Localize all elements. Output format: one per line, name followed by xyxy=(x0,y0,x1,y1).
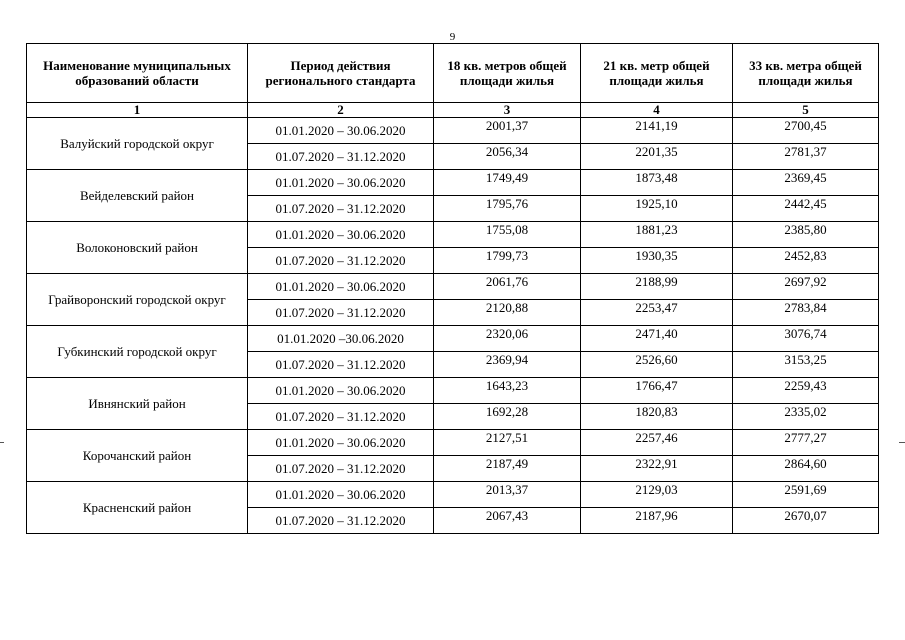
value-33m-cell: 2335,02 xyxy=(733,404,879,430)
value-21m-cell: 2322,91 xyxy=(581,456,733,482)
column-number: 2 xyxy=(248,103,434,118)
header-municipality: Наименование муниципальных образований области xyxy=(27,44,248,103)
value-18m-cell: 2061,76 xyxy=(434,274,581,300)
header-21m: 21 кв. метр общей площади жилья xyxy=(581,44,733,103)
value-18m-cell: 2013,37 xyxy=(434,482,581,508)
municipality-name: Вейделевский район xyxy=(27,170,248,222)
period-cell: 01.07.2020 – 31.12.2020 xyxy=(248,144,434,170)
table-row xyxy=(27,170,879,196)
value-18m-cell: 1643,23 xyxy=(434,378,581,404)
municipality-name: Ивнянский район xyxy=(27,378,248,430)
value-33m-cell: 2442,45 xyxy=(733,196,879,222)
period-cell: 01.01.2020 – 30.06.2020 xyxy=(248,118,434,144)
period-cell: 01.01.2020 – 30.06.2020 xyxy=(248,482,434,508)
value-33m-cell: 2700,45 xyxy=(733,118,879,144)
value-21m-cell: 2201,35 xyxy=(581,144,733,170)
column-number: 3 xyxy=(434,103,581,118)
value-21m-cell: 2471,40 xyxy=(581,326,733,352)
municipality-name: Корочанский район xyxy=(27,430,248,482)
value-21m-cell: 2188,99 xyxy=(581,274,733,300)
period-cell: 01.01.2020 –30.06.2020 xyxy=(248,326,434,352)
period-cell: 01.01.2020 – 30.06.2020 xyxy=(248,274,434,300)
period-cell: 01.01.2020 – 30.06.2020 xyxy=(248,170,434,196)
value-18m-cell: 2120,88 xyxy=(434,300,581,326)
value-18m-cell: 1795,76 xyxy=(434,196,581,222)
table-row xyxy=(27,118,879,144)
period-cell: 01.01.2020 – 30.06.2020 xyxy=(248,430,434,456)
scan-mark xyxy=(899,442,905,443)
value-21m-cell: 2141,19 xyxy=(581,118,733,144)
value-18m-cell: 2369,94 xyxy=(434,352,581,378)
value-18m-cell: 2127,51 xyxy=(434,430,581,456)
value-21m-cell: 2526,60 xyxy=(581,352,733,378)
value-18m-cell: 2056,34 xyxy=(434,144,581,170)
municipality-name: Волоконовский район xyxy=(27,222,248,274)
municipality-name: Валуйский городской округ xyxy=(27,118,248,170)
value-33m-cell: 3076,74 xyxy=(733,326,879,352)
table-row xyxy=(27,482,879,508)
value-18m-cell: 2001,37 xyxy=(434,118,581,144)
value-33m-cell: 2452,83 xyxy=(733,248,879,274)
value-18m-cell: 1749,49 xyxy=(434,170,581,196)
value-33m-cell: 2369,45 xyxy=(733,170,879,196)
table-row xyxy=(27,326,879,352)
column-number-row xyxy=(27,103,879,118)
value-18m-cell: 1755,08 xyxy=(434,222,581,248)
period-cell: 01.07.2020 – 31.12.2020 xyxy=(248,404,434,430)
value-21m-cell: 2129,03 xyxy=(581,482,733,508)
table-row xyxy=(27,222,879,248)
value-18m-cell: 1692,28 xyxy=(434,404,581,430)
value-33m-cell: 2385,80 xyxy=(733,222,879,248)
value-21m-cell: 1873,48 xyxy=(581,170,733,196)
value-18m-cell: 2320,06 xyxy=(434,326,581,352)
value-21m-cell: 2253,47 xyxy=(581,300,733,326)
period-cell: 01.07.2020 – 31.12.2020 xyxy=(248,456,434,482)
period-cell: 01.07.2020 – 31.12.2020 xyxy=(248,196,434,222)
period-cell: 01.07.2020 – 31.12.2020 xyxy=(248,508,434,534)
table-row xyxy=(27,378,879,404)
value-18m-cell: 2067,43 xyxy=(434,508,581,534)
value-33m-cell: 2783,84 xyxy=(733,300,879,326)
value-18m-cell: 2187,49 xyxy=(434,456,581,482)
value-21m-cell: 1820,83 xyxy=(581,404,733,430)
period-cell: 01.01.2020 – 30.06.2020 xyxy=(248,378,434,404)
value-21m-cell: 2257,46 xyxy=(581,430,733,456)
header-18m: 18 кв. метров общей площади жилья xyxy=(434,44,581,103)
column-number: 4 xyxy=(581,103,733,118)
header-row xyxy=(27,44,879,103)
municipality-name: Грайворонский городской округ xyxy=(27,274,248,326)
municipality-name: Губкинский городской округ xyxy=(27,326,248,378)
municipality-name: Красненский район xyxy=(27,482,248,534)
column-number: 1 xyxy=(27,103,248,118)
value-21m-cell: 1925,10 xyxy=(581,196,733,222)
value-21m-cell: 1766,47 xyxy=(581,378,733,404)
value-33m-cell: 2591,69 xyxy=(733,482,879,508)
value-21m-cell: 2187,96 xyxy=(581,508,733,534)
value-33m-cell: 3153,25 xyxy=(733,352,879,378)
scan-mark xyxy=(0,442,4,443)
value-33m-cell: 2697,92 xyxy=(733,274,879,300)
period-cell: 01.07.2020 – 31.12.2020 xyxy=(248,300,434,326)
column-number: 5 xyxy=(733,103,879,118)
page-number: 9 xyxy=(449,31,456,43)
period-cell: 01.07.2020 – 31.12.2020 xyxy=(248,248,434,274)
standards-table xyxy=(26,43,879,534)
value-21m-cell: 1930,35 xyxy=(581,248,733,274)
table-row xyxy=(27,430,879,456)
value-18m-cell: 1799,73 xyxy=(434,248,581,274)
value-21m-cell: 1881,23 xyxy=(581,222,733,248)
period-cell: 01.07.2020 – 31.12.2020 xyxy=(248,352,434,378)
header-period: Период действия регионального стандарта xyxy=(248,44,434,103)
value-33m-cell: 2864,60 xyxy=(733,456,879,482)
value-33m-cell: 2259,43 xyxy=(733,378,879,404)
header-33m: 33 кв. метра общей площади жилья xyxy=(733,44,879,103)
value-33m-cell: 2781,37 xyxy=(733,144,879,170)
table-body xyxy=(27,118,879,534)
period-cell: 01.01.2020 – 30.06.2020 xyxy=(248,222,434,248)
table-row xyxy=(27,274,879,300)
value-33m-cell: 2670,07 xyxy=(733,508,879,534)
value-33m-cell: 2777,27 xyxy=(733,430,879,456)
